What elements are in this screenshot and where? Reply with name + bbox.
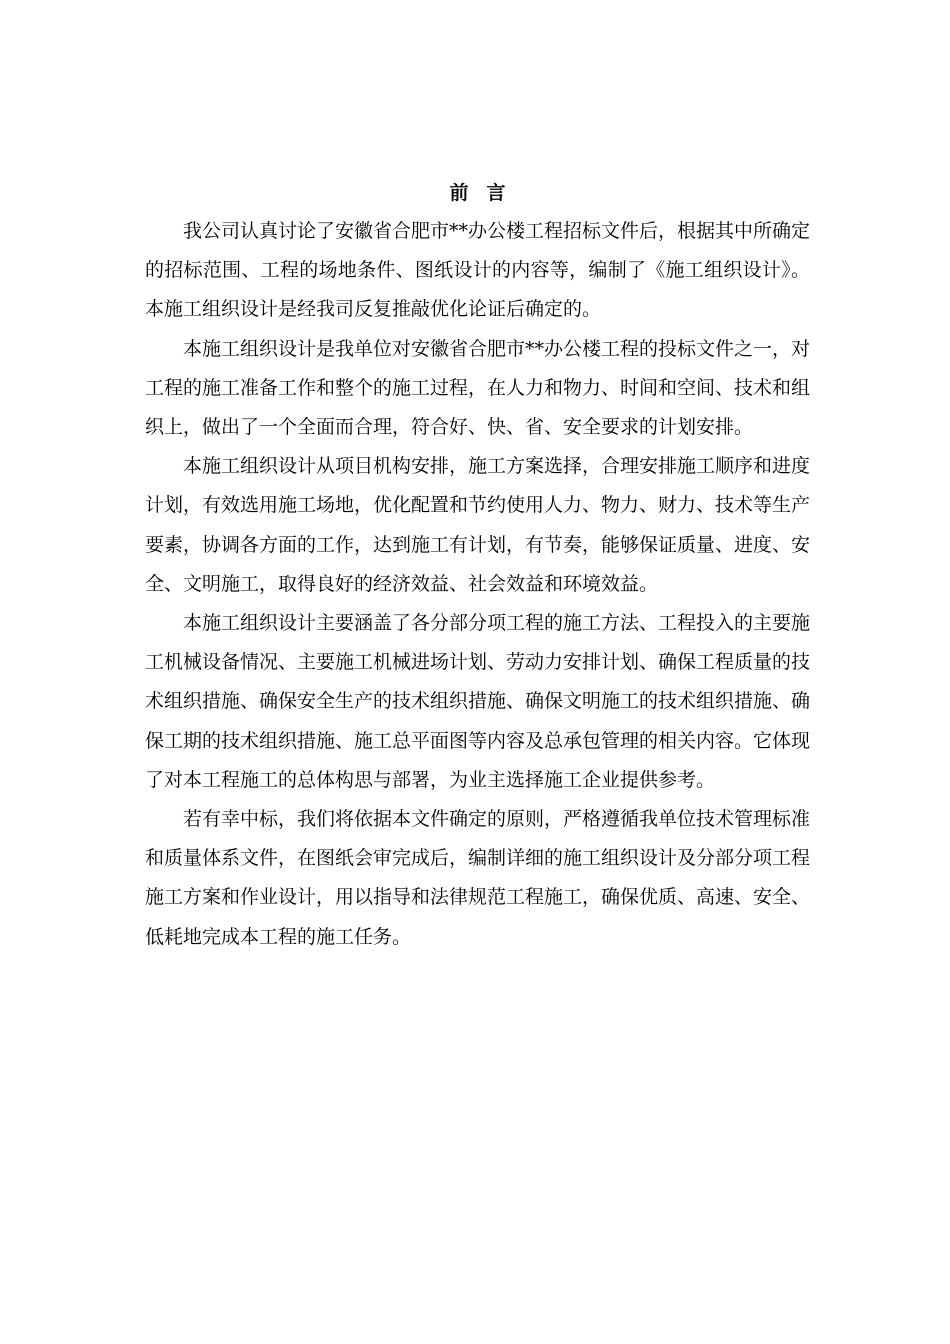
page-title: 前言 [449,182,524,204]
document-body [145,174,810,957]
paragraph-1: 我公司认真讨论了安徽省合肥市**办公楼工程招标文件后，根据其中所确定的招标范围、工程的场地条件、图纸设计的内容等，编制了《施工组织设计》。本施工组织设计是经我司反复推敲优化论证后确定的。 [145,220,811,321]
paragraph-4: 本施工组织设计主要涵盖了各分部分项工程的施工方法、工程投入的主要施工机械设备情况、主要施工机械进场计划、劳动力安排计划、确保工程质量的技术组织措施、确保安全生产的技术组织措施、确保文明施工的技术组织措施、确保工期的技术组织措施、施工总平面图等内容及总承包管理的相关内容。它体现了对本工程施工的总体构思与部署，为业主选择施工企业提供参考。 [145,612,811,791]
paragraph-5: 若有幸中标，我们将依据本文件确定的原则，严格遵循我单位技术管理标准和质量体系文件，在图纸会审完成后，编制详细的施工组织设计及分部分项工程施工方案和作业设计，用以指导和法律规范工程施工，确保优质、高速、安全、低耗地完成本工程的施工任务。 [145,808,811,948]
paragraph-3: 本施工组织设计从项目机构安排，施工方案选择，合理安排施工顺序和进度计划，有效选用施工场地，优化配置和节约使用人力、物力、财力、技术等生产要素，协调各方面的工作，达到施工有计划，有节奏，能够保证质量、进度、安全、文明施工，取得良好的经济效益、社会效益和环境效益。 [145,455,811,595]
paragraph-2: 本施工组织设计是我单位对安徽省合肥市**办公楼工程的投标文件之一，对工程的施工准备工作和整个的施工过程，在人力和物力、时间和空间、技术和组织上，做出了一个全面而合理，符合好、快、省、安全要求的计划安排。 [145,337,811,439]
